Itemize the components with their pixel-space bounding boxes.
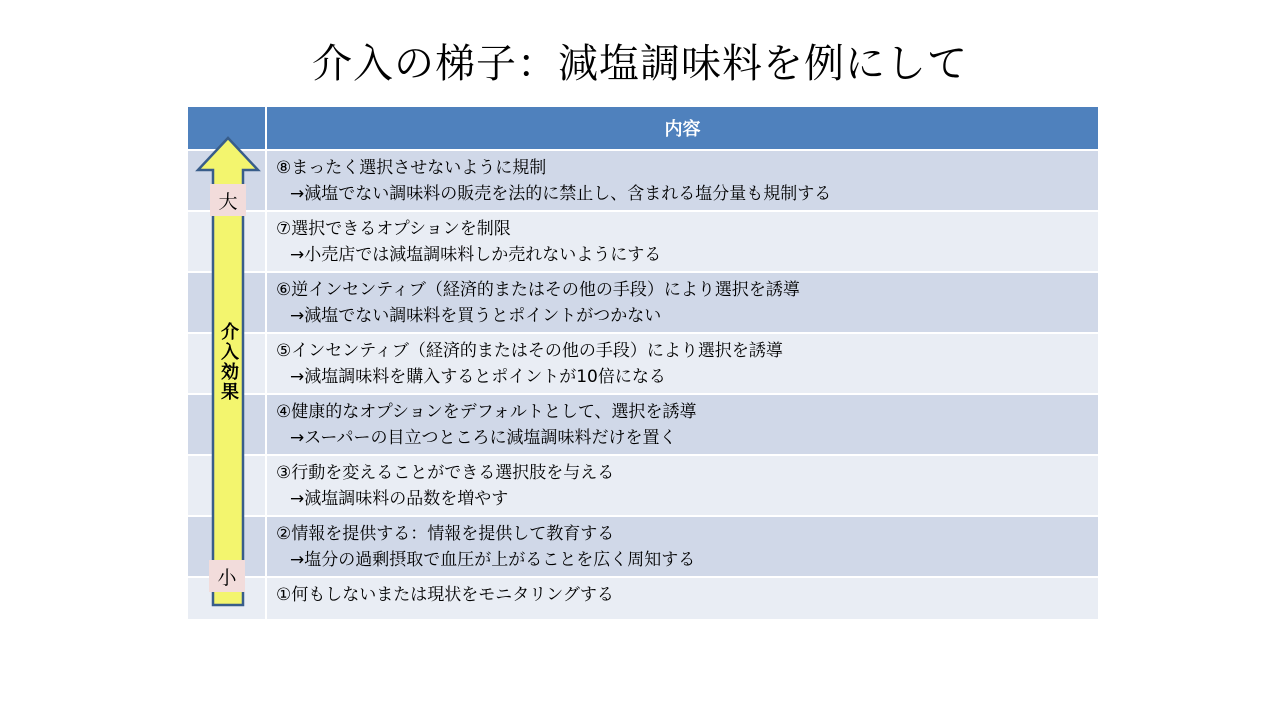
- row-content-cell: [267, 212, 1098, 271]
- row-example-text: →減塩調味料の品数を増やす: [290, 489, 509, 509]
- row-content-cell: [267, 395, 1098, 454]
- effect-high-badge: 大: [210, 184, 246, 216]
- row-content-cell: [267, 456, 1098, 515]
- row-content-cell: [267, 334, 1098, 393]
- header-content-cell: 内容: [267, 107, 1098, 149]
- table-row: [188, 578, 1098, 619]
- ladder-table: [188, 107, 1098, 619]
- row-example-text: →塩分の過剰摂取で血圧が上がることを広く周知する: [290, 550, 696, 570]
- row-content-cell: [267, 151, 1098, 210]
- row-step-text: ⑧まったく選択させないように規制: [276, 158, 547, 178]
- table-row: [188, 395, 1098, 454]
- row-example-text: →減塩でない調味料を買うとポイントがつかない: [290, 306, 662, 326]
- row-step-text: ⑥逆インセンティブ（経済的またはその他の手段）により選択を誘導: [276, 280, 800, 300]
- table-row: [188, 517, 1098, 576]
- effect-axis-label: 介入効果: [218, 322, 239, 402]
- table-row: [188, 456, 1098, 515]
- row-step-text: ⑦選択できるオプションを制限: [276, 219, 511, 239]
- row-example-text: →減塩調味料を購入するとポイントが10倍になる: [290, 367, 666, 387]
- table-row: [188, 273, 1098, 332]
- slide-title: 介入の梯子：減塩調味料を例にして: [312, 41, 968, 87]
- row-step-text: ⑤インセンティブ（経済的またはその他の手段）により選択を誘導: [276, 341, 783, 361]
- table-row: [188, 212, 1098, 271]
- row-step-text: ③行動を変えることができる選択肢を与える: [276, 463, 615, 483]
- row-example-text: →スーパーの目立つところに減塩調味料だけを置く: [290, 428, 677, 448]
- table-row: [188, 334, 1098, 393]
- row-example-text: →減塩でない調味料の販売を法的に禁止し、含まれる塩分量も規制する: [290, 184, 832, 204]
- row-step-text: ②情報を提供する：情報を提供して教育する: [276, 524, 615, 544]
- row-step-text: ①何もしないまたは現状をモニタリングする: [276, 585, 614, 605]
- row-content-cell: [267, 517, 1098, 576]
- row-content-cell: [267, 578, 1098, 619]
- row-content-cell: [267, 273, 1098, 332]
- row-step-text: ④健康的なオプションをデフォルトとして、選択を誘導: [276, 402, 697, 422]
- table-row: [188, 151, 1098, 210]
- row-example-text: →小売店では減塩調味料しか売れないようにする: [290, 245, 662, 265]
- effect-low-badge: 小: [209, 560, 245, 592]
